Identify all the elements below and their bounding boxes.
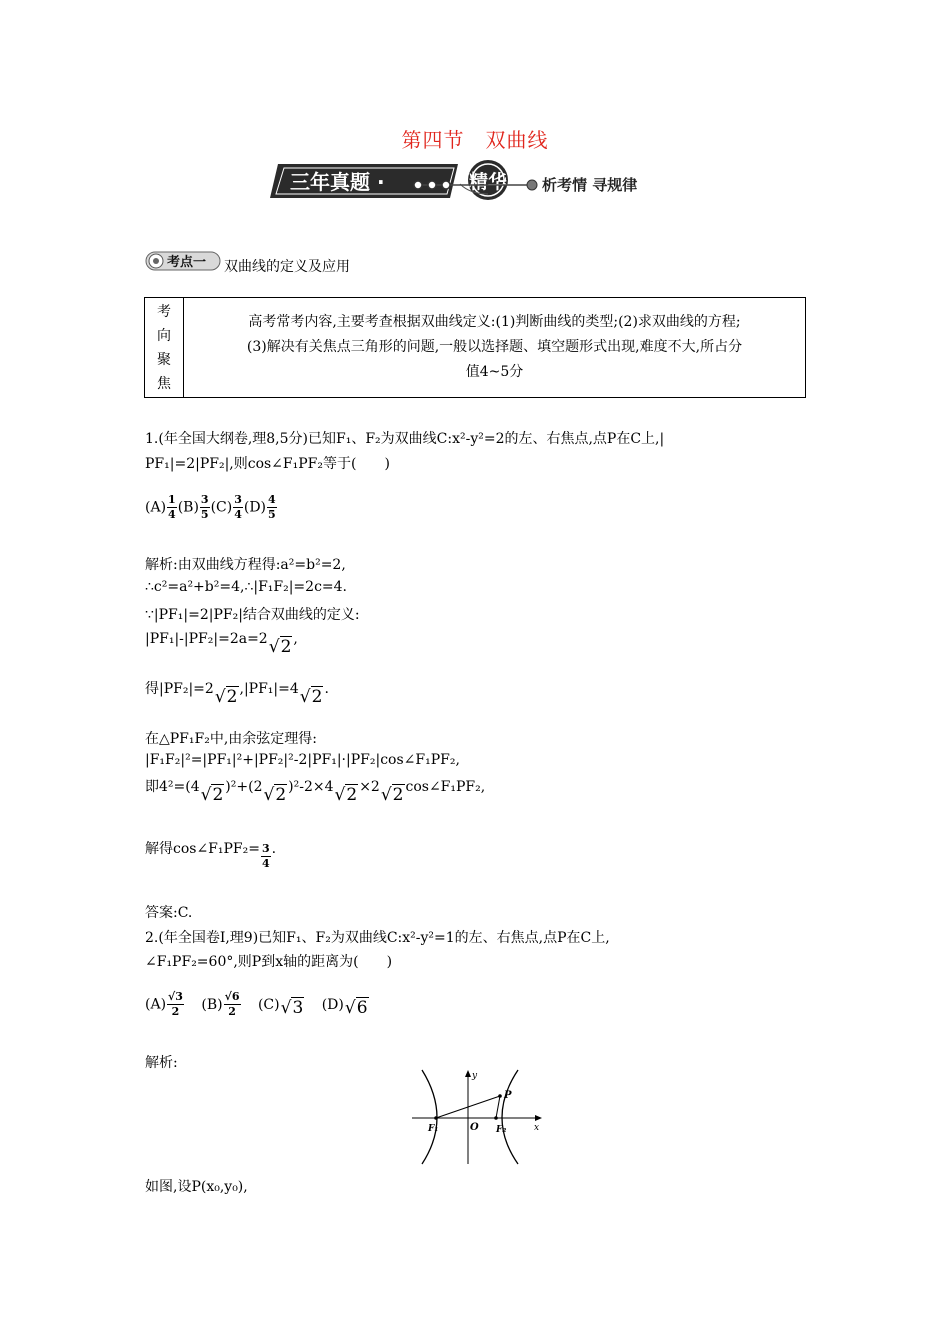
focus-side-label xyxy=(145,298,184,398)
q2-option-d-label: (D) xyxy=(321,996,344,1013)
q1-option-b-label: (B) xyxy=(177,499,199,516)
side-char: 考 xyxy=(157,303,171,320)
kaodian-badge xyxy=(145,250,221,272)
figure-o-label: O xyxy=(470,1122,479,1133)
sqrt-2: √2 xyxy=(263,785,287,805)
q1-solution-5: 得|PF₂|=2√2 ,|PF₁|=4√2 . xyxy=(145,681,329,707)
q1-option-b-value: $\frac{3}{5}$ xyxy=(200,493,209,521)
figure-y-label: y xyxy=(472,1071,478,1081)
q1-option-d-label: (D) xyxy=(243,499,267,516)
q1-solution-2: ∴c²=a²+b²=4,∴|F₁F₂|=2c=4. xyxy=(145,579,348,595)
q2-option-a-value: $\frac{√3}{2}$ xyxy=(168,990,183,1018)
q1-option-a-value: $\frac{1}{4}$ xyxy=(168,493,176,521)
focus-line: (3)解决有关焦点三角形的问题,一般以选择题、填空题形式出现,难度不大,所占分 xyxy=(246,339,743,355)
figure-x-label: x xyxy=(534,1123,540,1133)
q2-option-b-label: (B) xyxy=(201,996,223,1013)
sol9-text: 解得cos∠F₁PF₂= xyxy=(145,841,260,857)
sqrt-2: √2 xyxy=(334,785,358,805)
q1-option-c-label: (C) xyxy=(210,499,233,516)
sol9-fraction: $\frac{3}{4}$ xyxy=(262,842,270,870)
sqrt-2: √2 xyxy=(268,637,292,657)
q1-answer: 答案:C. xyxy=(145,905,193,921)
sqrt-2: √2 xyxy=(380,785,404,805)
q2-option-b-value: $\frac{√6}{2}$ xyxy=(224,990,240,1018)
hyperbola-figure xyxy=(410,1068,545,1166)
sol8c-text: )²-2×4 xyxy=(288,779,334,795)
q2-last-line: 如图,设P(x₀,y₀), xyxy=(145,1179,248,1195)
q1-option-a-label: (A) xyxy=(145,499,167,516)
q2-option-a-label: (A) xyxy=(145,996,167,1013)
q1-solution-6: 在△PF₁F₂中,由余弦定理得: xyxy=(145,731,318,747)
q1-stem-line2: PF₁|=2|PF₂|,则cos∠F₁PF₂等于( ) xyxy=(145,456,390,472)
sol4-text: |PF₁|-|PF₂|=2a=2 xyxy=(145,631,268,647)
side-char: 向 xyxy=(157,327,171,344)
sol8e-text: cos∠F₁PF₂, xyxy=(405,779,486,795)
focus-line: 高考常考内容,主要考查根据双曲线定义:(1)判断曲线的类型;(2)求双曲线的方程; xyxy=(248,314,741,330)
sol8b-text: )²+(2 xyxy=(225,779,263,795)
figure-f1-label: F₁ xyxy=(428,1124,439,1134)
q1-option-d-value: $\frac{4}{5}$ xyxy=(268,493,276,521)
q2-option-c-value: √3 xyxy=(280,997,304,1018)
q1-solution-8 xyxy=(145,776,486,805)
q2-options xyxy=(145,990,370,1019)
banner-right: 析考情 寻规律 xyxy=(542,176,638,194)
sol8a-text: 即4²=(4 xyxy=(145,779,200,795)
q1-solution-3: ∵|PF₁|=2|PF₂|结合双曲线的定义: xyxy=(145,607,360,623)
exam-focus-table xyxy=(144,297,806,398)
q1-solution-9: 解得cos∠F₁PF₂= $\frac{3}{4}$ . xyxy=(145,841,277,870)
q1-solution-4: |PF₁|-|PF₂|=2a=2√2 , xyxy=(145,631,298,657)
sqrt-2: √2 xyxy=(214,687,238,707)
q2-stem-line1: 2.(年全国卷Ⅰ,理9)已知F₁、F₂为双曲线C:x²-y²=1的左、右焦点,点P在C上, xyxy=(145,930,610,946)
side-char: 焦 xyxy=(157,375,171,392)
figure-f2-label: F₂ xyxy=(496,1125,507,1135)
sqrt-2: √2 xyxy=(200,785,224,805)
sqrt-2: √2 xyxy=(299,687,323,707)
figure-p-label: P xyxy=(504,1090,512,1101)
q1-solution-7: |F₁F₂|²=|PF₁|²+|PF₂|²-2|PF₁|·|PF₂|cos∠F₁PF₂, xyxy=(145,752,460,768)
kaodian-badge-label: 考点一 xyxy=(167,255,207,270)
q1-stem-line1: 1.(年全国大纲卷,理8,5分)已知F₁、F₂为双曲线C:x²-y²=2的左、右焦点,点P在C上,| xyxy=(145,431,665,447)
q1-solution-1: 解析:由双曲线方程得:a²=b²=2, xyxy=(145,557,346,573)
focus-line: 值4~5分 xyxy=(465,364,524,380)
banner-circle: 精华 xyxy=(468,171,508,193)
focus-content xyxy=(184,298,806,398)
sol8d-text: ×2 xyxy=(359,779,380,795)
q2-option-d-value: √6 xyxy=(344,997,368,1018)
section-banner xyxy=(270,158,690,204)
q1-option-c-value: $\frac{3}{4}$ xyxy=(234,493,242,521)
q1-options xyxy=(145,493,278,522)
banner-left: 三年真题 · xyxy=(290,170,385,194)
kaodian-title: 双曲线的定义及应用 xyxy=(224,259,350,275)
sol5b-text: ,|PF₁|=4 xyxy=(239,681,299,697)
q2-stem-line2: ∠F₁PF₂=60°,则P到x轴的距离为( ) xyxy=(145,954,393,970)
q2-option-c-label: (C) xyxy=(257,996,280,1013)
q2-solution-label: 解析: xyxy=(145,1055,178,1071)
page-title: 第四节 双曲线 xyxy=(401,128,549,152)
side-char: 聚 xyxy=(157,351,171,368)
sol5a-text: 得|PF₂|=2 xyxy=(145,681,214,697)
